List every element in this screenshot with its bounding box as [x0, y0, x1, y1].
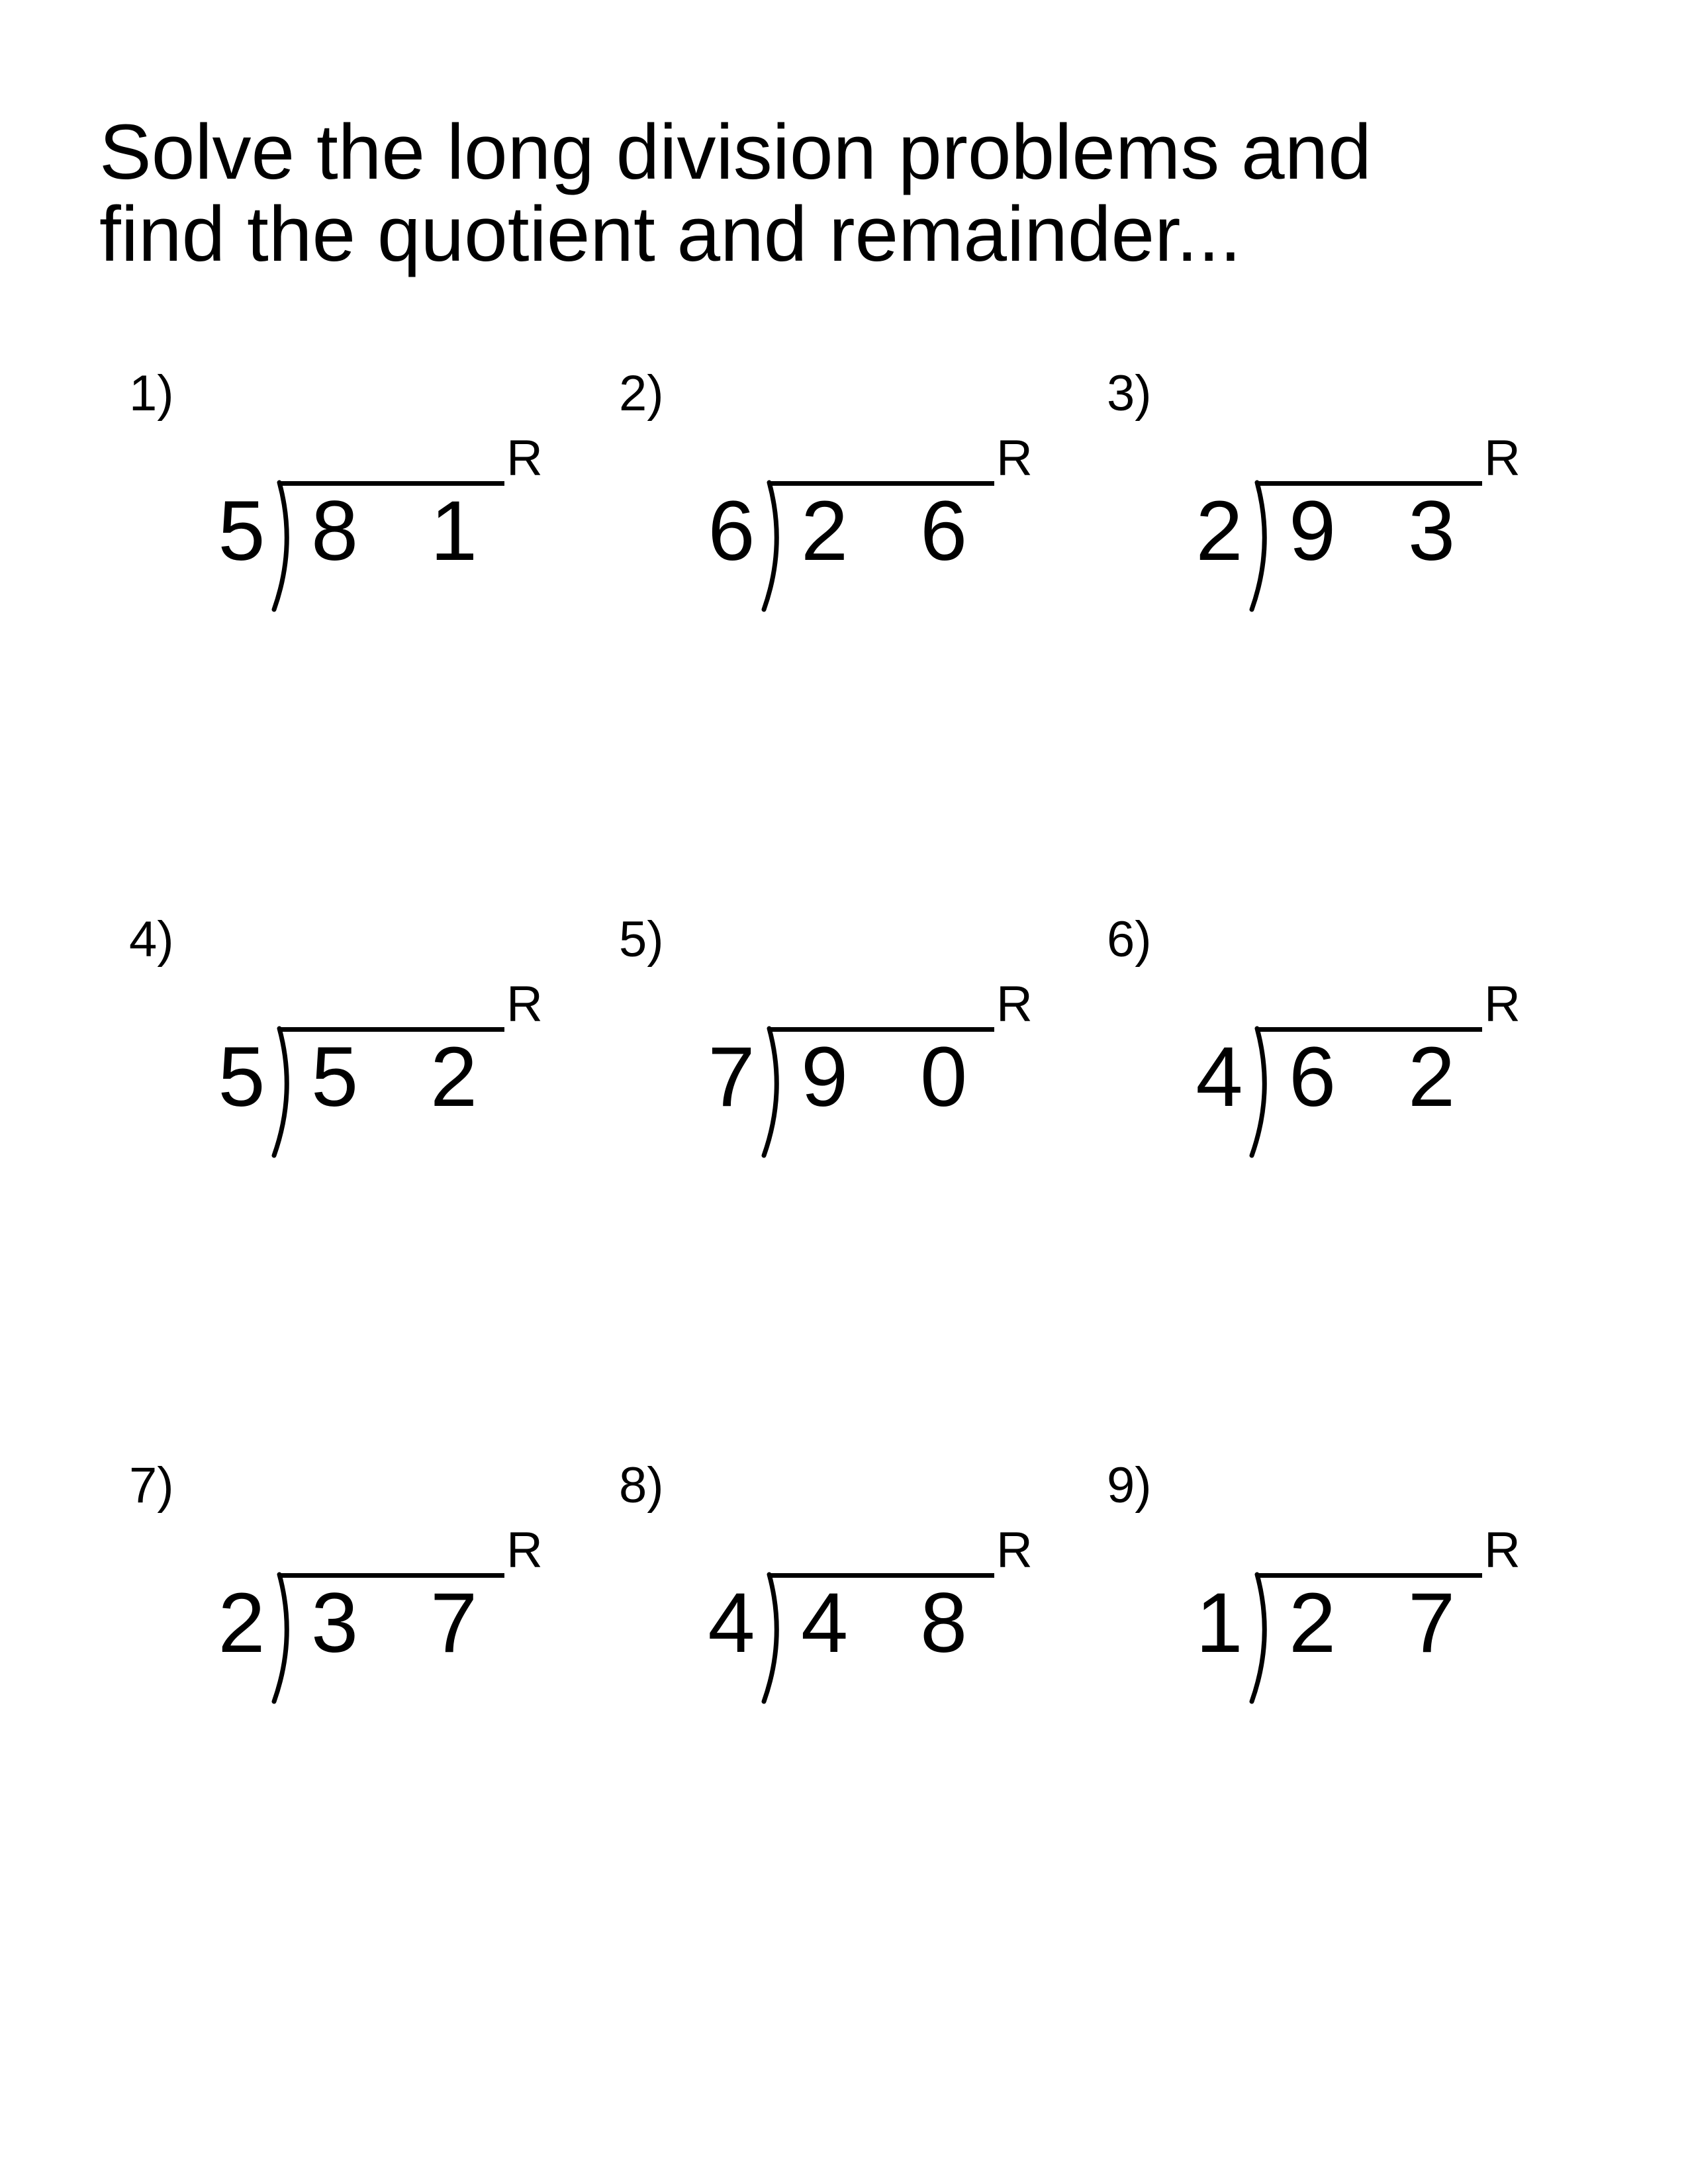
dividend-ones-digit: 7	[1408, 1576, 1456, 1670]
remainder-label: R	[996, 976, 1033, 1032]
dividend-tens-digit: 2	[1289, 1576, 1336, 1670]
divisor: 5	[218, 1030, 265, 1124]
remainder-label: R	[506, 976, 543, 1032]
dividend-ones-digit: 2	[1408, 1030, 1456, 1124]
problem-6	[1077, 910, 1580, 1188]
problem-number: 4)	[129, 911, 174, 968]
problem-number: 5)	[619, 911, 664, 968]
problem-3	[1077, 364, 1580, 642]
divisor: 4	[708, 1576, 755, 1670]
problem-9	[1077, 1456, 1580, 1734]
worksheet-instructions	[99, 109, 1372, 278]
problem-5	[589, 910, 1092, 1188]
problem-number: 7)	[129, 1457, 174, 1514]
problem-number: 6)	[1107, 911, 1152, 968]
instructions-line-2: find the quotient and remainder...	[99, 191, 1242, 278]
remainder-label: R	[1484, 1522, 1521, 1578]
divisor: 2	[1196, 484, 1243, 578]
problem-8	[589, 1456, 1092, 1734]
problem-number: 1)	[129, 365, 174, 422]
divisor: 1	[1196, 1576, 1243, 1670]
dividend-tens-digit: 2	[801, 484, 849, 578]
dividend-tens-digit: 9	[801, 1030, 849, 1124]
dividend-tens-digit: 5	[311, 1030, 359, 1124]
remainder-label: R	[996, 1522, 1033, 1578]
divisor: 4	[1196, 1030, 1243, 1124]
divisor: 7	[708, 1030, 755, 1124]
remainder-label: R	[506, 1522, 543, 1578]
divisor: 6	[708, 484, 755, 578]
problem-number: 9)	[1107, 1457, 1152, 1514]
dividend-tens-digit: 3	[311, 1576, 359, 1670]
dividend-tens-digit: 8	[311, 484, 359, 578]
instructions-line-1: Solve the long division problems and	[99, 109, 1372, 196]
problem-7	[99, 1456, 602, 1734]
dividend-ones-digit: 0	[920, 1030, 968, 1124]
problem-number: 2)	[619, 365, 664, 422]
dividend-ones-digit: 2	[430, 1030, 478, 1124]
remainder-label: R	[1484, 976, 1521, 1032]
dividend-ones-digit: 3	[1408, 484, 1456, 578]
problem-4	[99, 910, 602, 1188]
remainder-label: R	[506, 430, 543, 486]
dividend-ones-digit: 8	[920, 1576, 968, 1670]
divisor: 2	[218, 1576, 265, 1670]
dividend-ones-digit: 7	[430, 1576, 478, 1670]
dividend-ones-digit: 1	[430, 484, 478, 578]
problem-number: 3)	[1107, 365, 1152, 422]
dividend-tens-digit: 6	[1289, 1030, 1336, 1124]
problem-number: 8)	[619, 1457, 664, 1514]
problem-2	[589, 364, 1092, 642]
divisor: 5	[218, 484, 265, 578]
dividend-tens-digit: 4	[801, 1576, 849, 1670]
remainder-label: R	[1484, 430, 1521, 486]
dividend-ones-digit: 6	[920, 484, 968, 578]
dividend-tens-digit: 9	[1289, 484, 1336, 578]
remainder-label: R	[996, 430, 1033, 486]
problem-1	[99, 364, 602, 642]
